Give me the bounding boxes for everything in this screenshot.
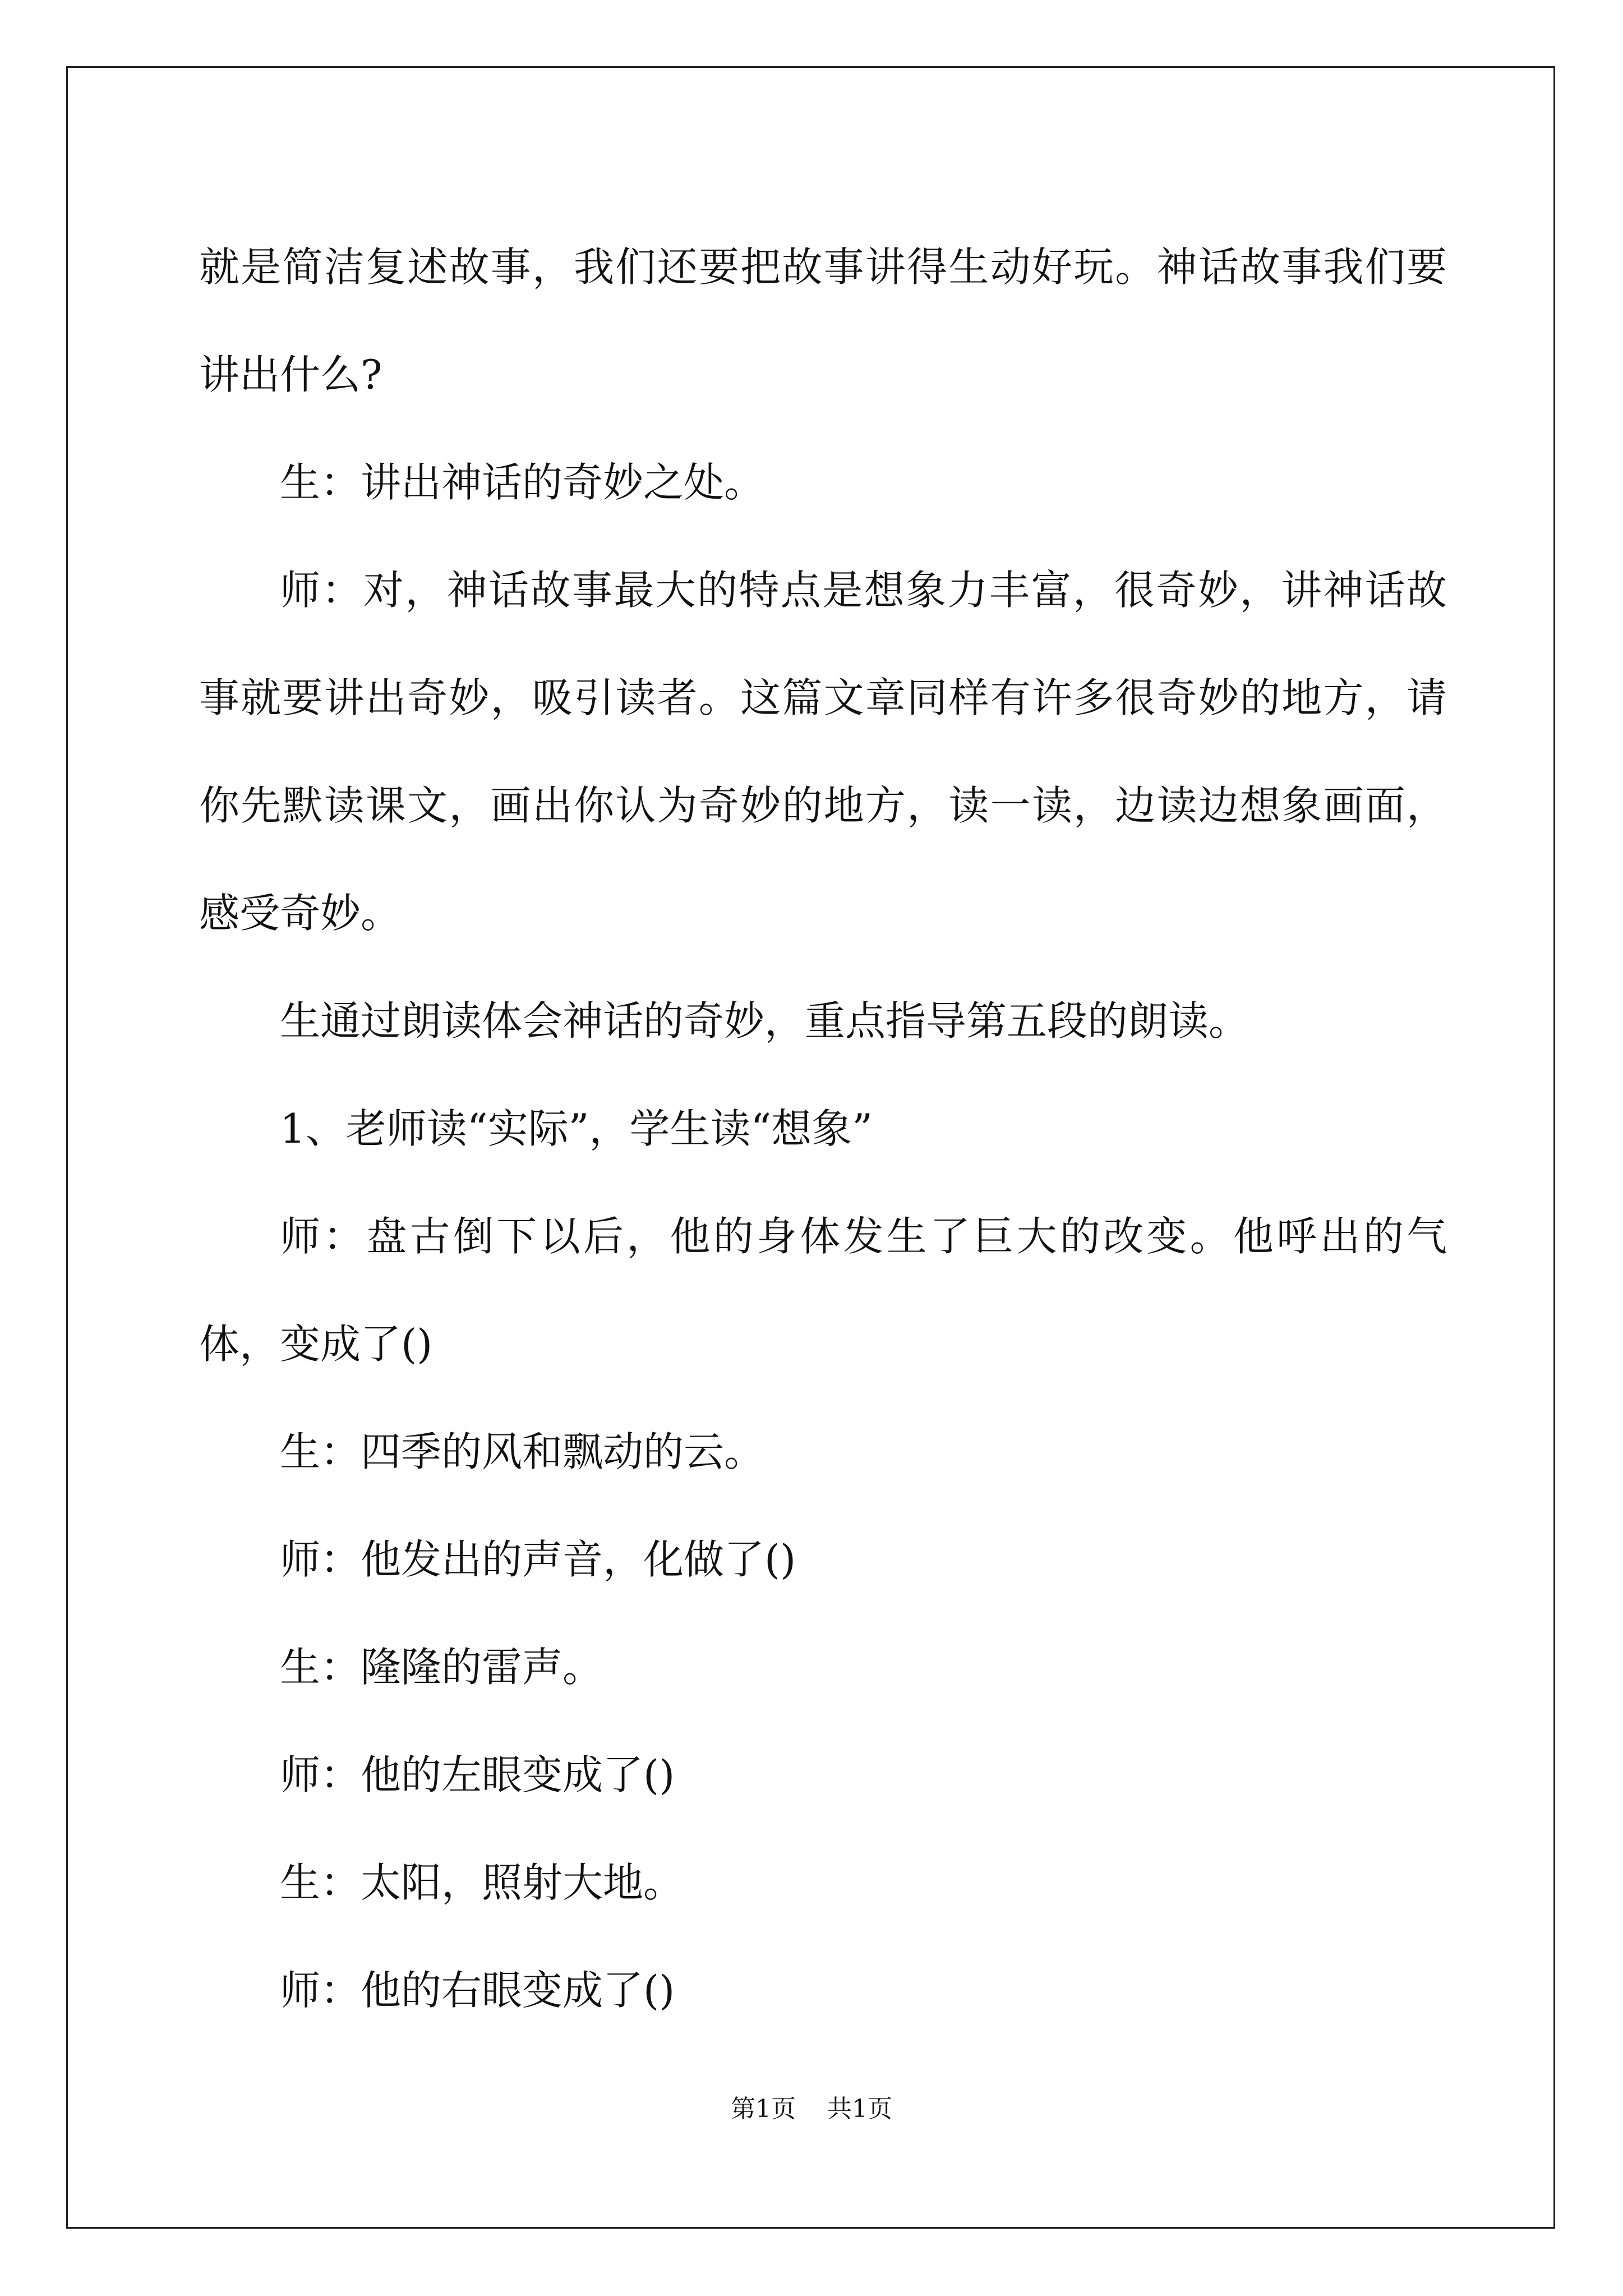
page-number: 第1页 <box>731 2095 796 2123</box>
paragraph: 师：盘古倒下以后，他的身体发生了巨大的改变。他呼出的气体，变成了() <box>199 1213 1447 1368</box>
paragraph: 师：他发出的声音，化做了() <box>280 1536 796 1583</box>
paragraph: 生：太阳，照射大地。 <box>280 1859 684 1906</box>
paragraph: 师：他的右眼变成了() <box>280 1967 675 2014</box>
paragraph: 师：他的左眼变成了() <box>280 1751 675 1798</box>
page-footer <box>0 2092 1623 2126</box>
paragraph: 师：对，神话故事最大的特点是想象力丰富，很奇妙，讲神话故事就要讲出奇妙，吸引读者。这篇文章同样有许多很奇妙的地方，请你先默读课文，画出你认为奇妙的地方，读一读，边读边想象画面，感受奇妙。 <box>199 567 1447 937</box>
paragraph: 生通过朗读体会神话的奇妙，重点指导第五段的朗读。 <box>280 997 1249 1045</box>
paragraph: 就是简洁复述故事，我们还要把故事讲得生动好玩。神话故事我们要讲出什么? <box>199 243 1447 398</box>
paragraph: 生：四季的风和飘动的云。 <box>280 1428 765 1475</box>
page-total: 共1页 <box>827 2095 892 2123</box>
paragraph: 生：讲出神话的奇妙之处。 <box>280 459 765 506</box>
paragraph: 1、老师读“实际”，学生读“想象” <box>280 1105 873 1152</box>
paragraph: 生：隆隆的雷声。 <box>280 1644 603 1691</box>
document-body <box>199 213 1447 2044</box>
